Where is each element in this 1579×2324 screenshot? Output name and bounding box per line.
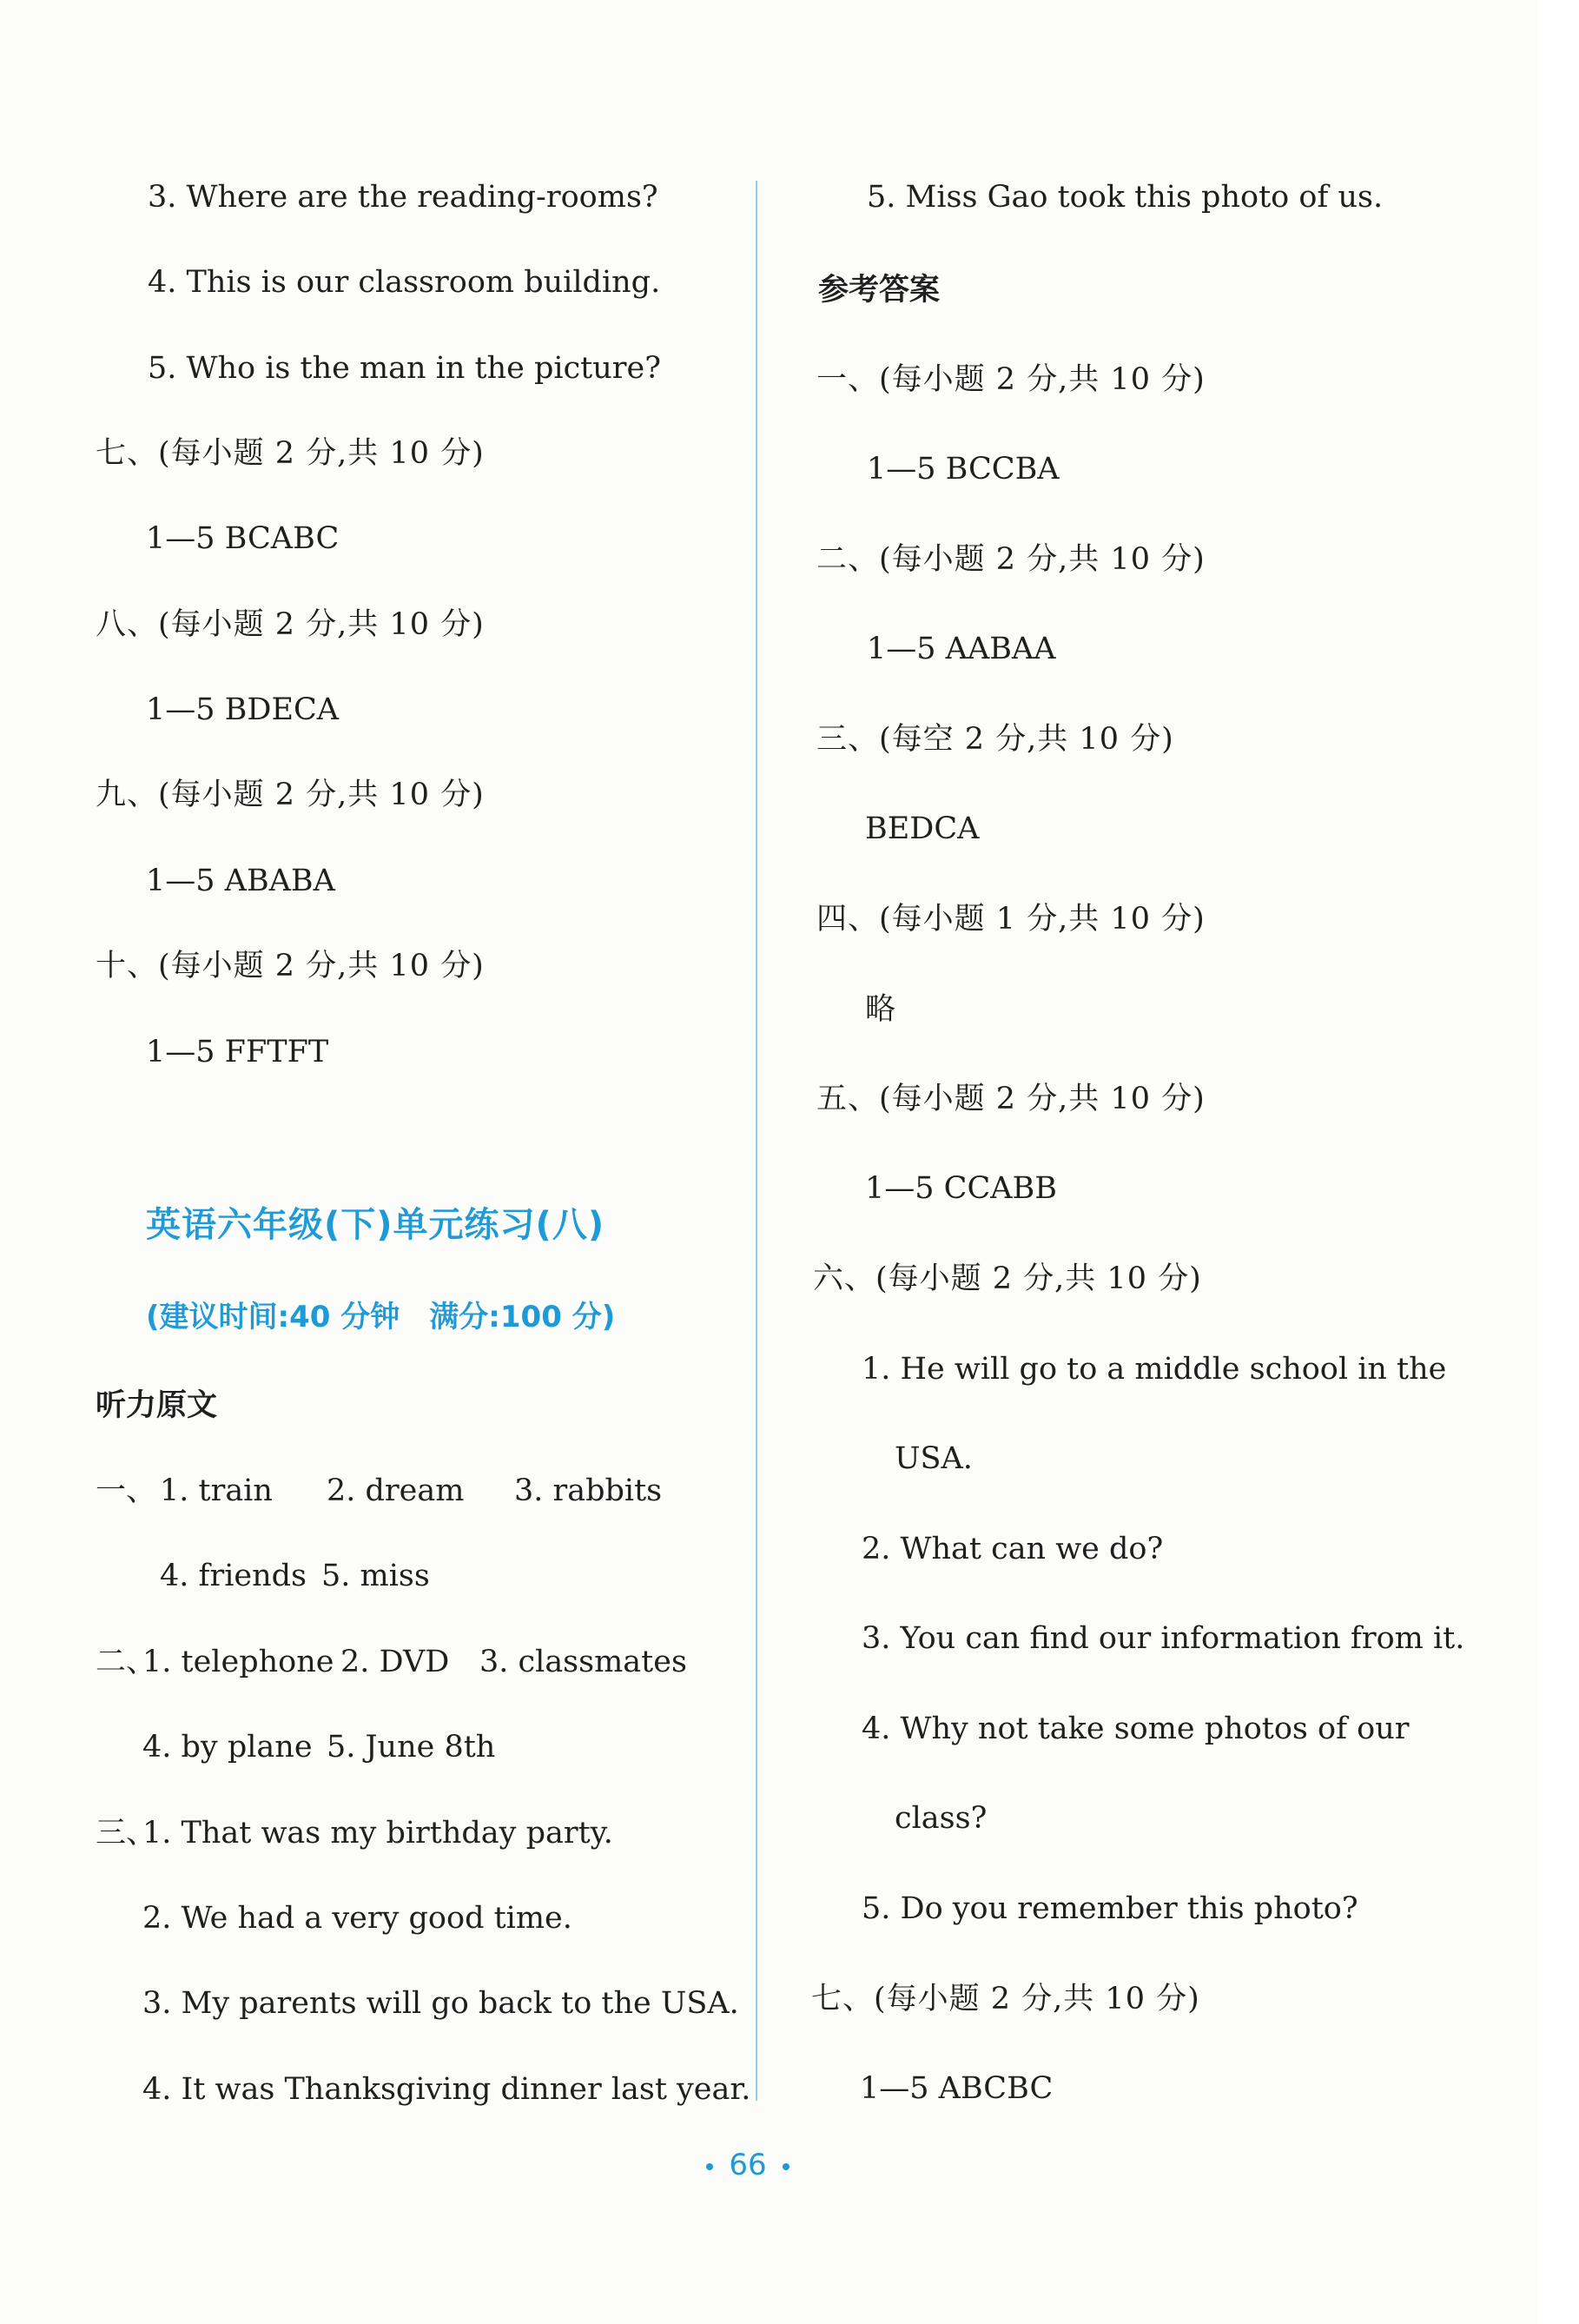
- listening-heading: 听力原文: [96, 1388, 218, 1423]
- section-heading: 二、(每小题 2 分,共 10 分): [816, 542, 1206, 577]
- sentence-line: 2. What can we do?: [862, 1532, 1164, 1566]
- listening-line: 4. This is our classroom building.: [148, 265, 661, 300]
- answer-line: 1—5 AABAA: [867, 632, 1056, 666]
- section-heading: 六、(每小题 2 分,共 10 分): [813, 1261, 1202, 1296]
- sentence-line: 1. He will go to a middle school in the: [862, 1352, 1447, 1387]
- part-label: 三、: [96, 1816, 157, 1851]
- word-item: 5. miss: [321, 1559, 430, 1593]
- sentence-line: USA.: [895, 1441, 973, 1476]
- sentence-line: 1. That was my birthday party.: [142, 1816, 613, 1851]
- section-heading: 四、(每小题 1 分,共 10 分): [816, 902, 1206, 937]
- part-label: 一、: [96, 1473, 157, 1508]
- answer-line: 1—5 BCABC: [146, 521, 340, 556]
- section-heading: 一、(每小题 2 分,共 10 分): [816, 362, 1206, 397]
- answer-line: 1—5 FFTFT: [146, 1035, 329, 1069]
- section-heading: 九、(每小题 2 分,共 10 分): [96, 778, 485, 812]
- sentence-line: 4. Why not take some photos of our: [862, 1712, 1410, 1746]
- answers-heading: 参考答案: [818, 273, 941, 308]
- unit-subtitle: (建议时间:40 分钟 满分:100 分): [146, 1300, 616, 1334]
- sentence-line: 5. Do you remember this photo?: [862, 1891, 1358, 1926]
- page-number: [0, 2146, 1496, 2184]
- word-item: 1. train: [160, 1473, 273, 1508]
- bullet-dot: [783, 2163, 790, 2170]
- sentence-line: 3. My parents will go back to the USA.: [142, 1986, 739, 2021]
- section-heading: 七、(每小题 2 分,共 10 分): [96, 436, 485, 471]
- answer-line: 1—5 BCCBA: [867, 452, 1060, 487]
- sentence-line: 4. It was Thanksgiving dinner last year.: [142, 2072, 751, 2107]
- section-heading: 七、(每小题 2 分,共 10 分): [811, 1982, 1200, 2016]
- answer-line: 1—5 ABABA: [146, 864, 335, 898]
- page-number-text: 66: [729, 2148, 767, 2182]
- answer-line: 1—5 CCABB: [865, 1171, 1057, 1206]
- word-item: 4. friends: [160, 1559, 307, 1593]
- word-item: 3. classmates: [479, 1645, 687, 1679]
- answer-line: 略: [865, 992, 896, 1027]
- section-heading: 五、(每小题 2 分,共 10 分): [816, 1082, 1206, 1116]
- unit-title: 英语六年级(下)单元练习(八): [146, 1205, 605, 1245]
- word-item: 2. dream: [327, 1473, 465, 1508]
- word-item: 1. telephone: [142, 1645, 334, 1679]
- word-item: 2. DVD: [340, 1645, 450, 1679]
- word-item: 5. June 8th: [327, 1730, 496, 1765]
- column-divider: [756, 181, 757, 2101]
- answer-line: 1—5 BDECA: [146, 692, 340, 727]
- section-heading: 八、(每小题 2 分,共 10 分): [96, 607, 485, 642]
- listening-line: 3. Where are the reading-rooms?: [148, 180, 658, 215]
- answer-line: BEDCA: [865, 811, 980, 846]
- sentence-line: 5. Miss Gao took this photo of us.: [867, 180, 1384, 215]
- sentence-line: 2. We had a very good time.: [142, 1901, 572, 1936]
- part-label: 二、: [96, 1645, 157, 1679]
- answer-line: 1—5 ABCBC: [860, 2071, 1054, 2106]
- listening-line: 5. Who is the man in the picture?: [148, 351, 662, 386]
- word-item: 4. by plane: [142, 1730, 313, 1765]
- sentence-line: class?: [895, 1801, 988, 1836]
- section-heading: 三、(每空 2 分,共 10 分): [816, 722, 1174, 757]
- section-heading: 十、(每小题 2 分,共 10 分): [96, 949, 485, 983]
- sentence-line: 3. You can find our information from it.: [862, 1621, 1465, 1656]
- word-item: 3. rabbits: [514, 1473, 663, 1508]
- bullet-dot: [706, 2163, 713, 2170]
